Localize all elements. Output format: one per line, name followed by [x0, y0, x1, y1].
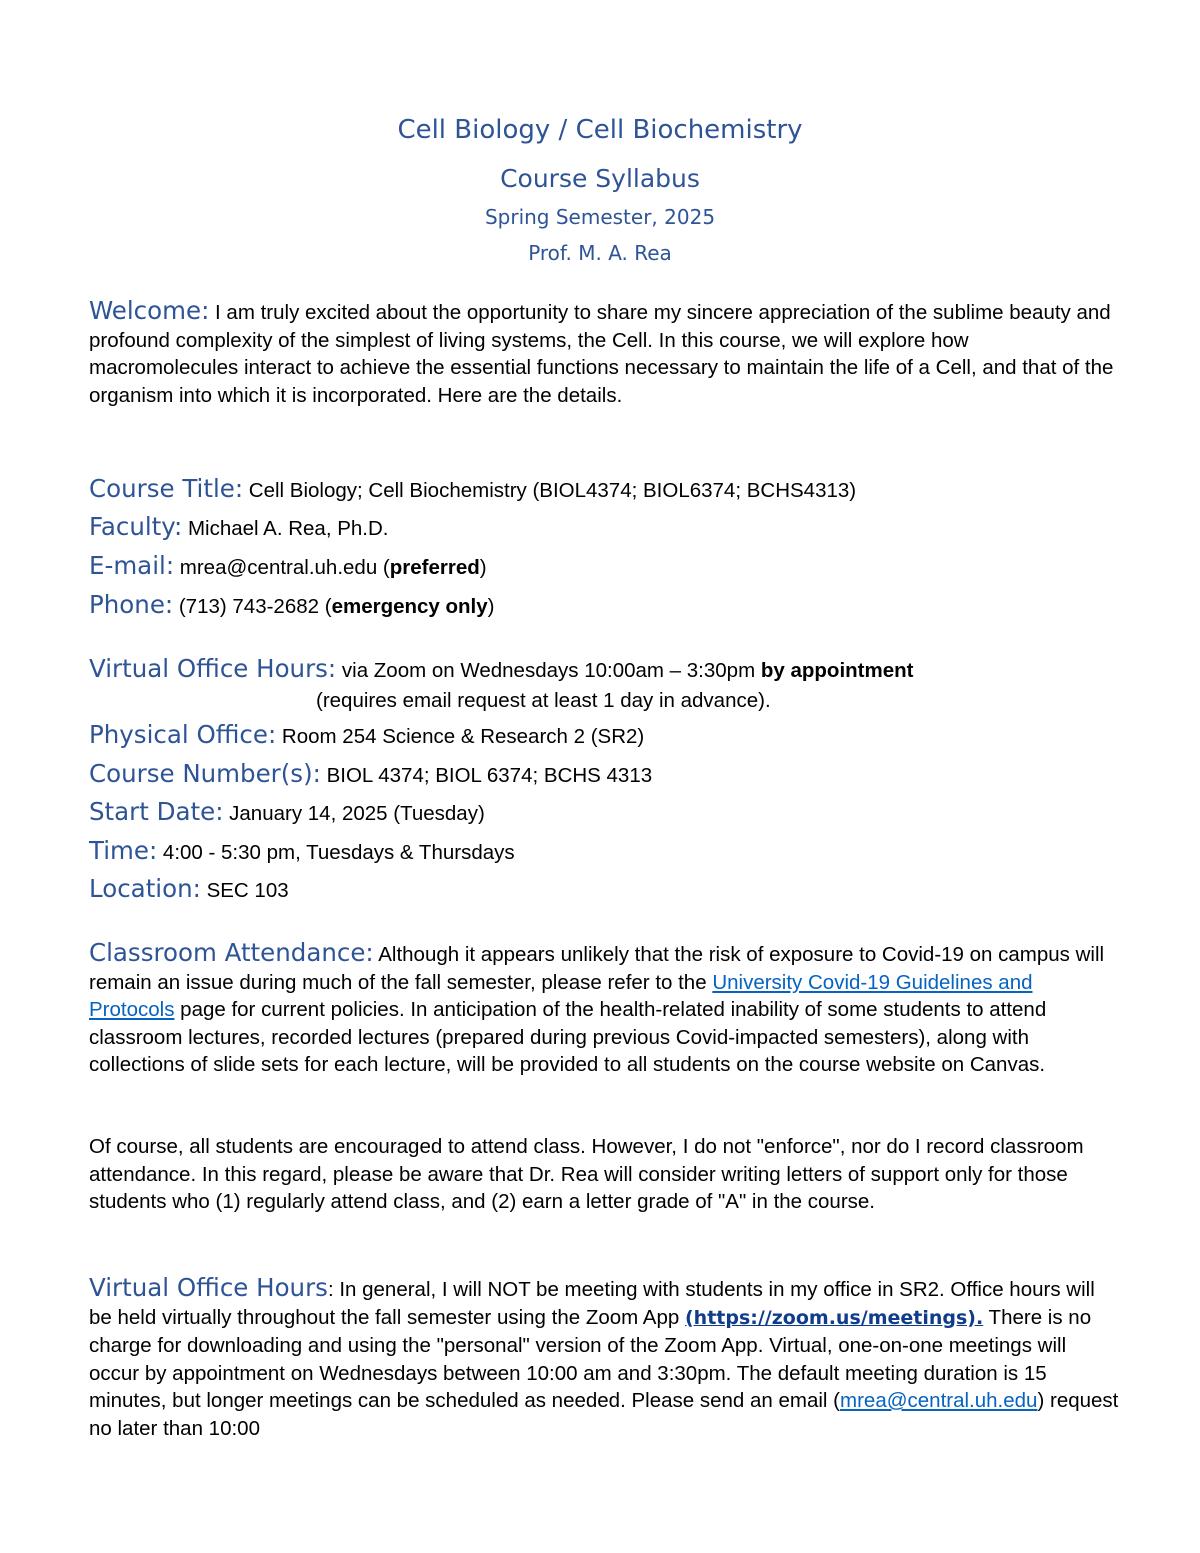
covid-guidelines-link[interactable]: University Covid-19 Guidelines and Protocols [89, 970, 1033, 1021]
virtual-office-row [89, 652, 913, 688]
phone-row [89, 588, 494, 624]
start-date-label: Start Date: [89, 797, 224, 826]
phone-note: emergency only [331, 595, 488, 618]
attendance-paragraph-2: Of course, all students are encouraged to attend class. However, I do not "enforce", nor do I record classroom attendance. In this regard, please be aware that Dr. Rea will consider writing letters of support only for those students who (1) regularly attend class, and (2) earn a letter grade of "A" in the course. [89, 1135, 1084, 1213]
attendance-paragraph [89, 939, 1119, 1079]
virtual-text-1: : In general, I will NOT be meeting with students in my office in SR2. Office hours will be held virtually throughout the fall semester using the Zoom App [89, 1278, 1095, 1329]
phone-value: (713) 743-2682 ( [173, 595, 332, 618]
faculty-label: Faculty: [89, 512, 183, 541]
course-number-value: BIOL 4374; BIOL 6374; BCHS 4313 [320, 764, 653, 787]
welcome-paragraph [89, 297, 1119, 409]
phone-close: ) [487, 595, 495, 618]
email-label: E-mail: [89, 551, 175, 580]
zoom-link[interactable]: (https://zoom.us/meetings). [684, 1306, 984, 1329]
professor-heading: Prof. M. A. Rea [528, 241, 672, 265]
welcome-section [89, 297, 1119, 409]
course-title-row [89, 472, 856, 508]
virtual-office-paragraph [89, 1274, 1119, 1442]
course-title-label: Course Title: [89, 474, 244, 503]
start-date-row [89, 795, 485, 831]
virtual-office-section [89, 1274, 1119, 1442]
semester-heading: Spring Semester, 2025 [484, 205, 716, 229]
welcome-label: Welcome: [89, 296, 210, 325]
welcome-text: I am truly excited about the opportunity to share my sincere appreciation of the sublime beauty and profound complexity of the simplest of living systems, the Cell. In this course, we will explore how macromolecules interact to achieve the essential functions necessary to maintain the life of a Cell, and that of the organism into which it is incorporated. Here are the details. [89, 301, 1114, 407]
faculty-value: Michael A. Rea, Ph.D. [182, 517, 389, 540]
course-number-row [89, 757, 652, 793]
attendance-label: Classroom Attendance: [89, 938, 374, 967]
time-value: 4:00 - 5:30 pm, Tuesdays & Thursdays [157, 841, 515, 864]
location-value: SEC 103 [200, 879, 289, 902]
course-title-heading: Cell Biology / Cell Biochemistry [397, 115, 803, 145]
course-title-value: Cell Biology; Cell Biochemistry (BIOL4374; BIOL6374; BCHS4313) [243, 479, 857, 502]
email-close: ) [479, 556, 487, 579]
attendance-text-1: Although it appears unlikely that the risk of exposure to Covid-19 on campus will remain an issue during much of the fall semester, please refer to the [89, 943, 1105, 994]
email-value: mrea@central.uh.edu ( [174, 556, 390, 579]
physical-office-label: Physical Office: [89, 720, 277, 749]
virtual-office-note: (requires email request at least 1 day in advance). [316, 689, 771, 712]
email-link[interactable]: mrea@central.uh.edu [840, 1389, 1038, 1412]
email-note: preferred [389, 556, 480, 579]
physical-office-row [89, 718, 644, 754]
attendance-text-2: page for current policies. In anticipation of the health-related inability of some students to attend classroom lectures, recorded lectures (prepared during previous Covid-impacted semesters), along with collections of slide sets for each lecture, will be provided to all students on the course website on Canvas. [89, 998, 1047, 1076]
faculty-row [89, 510, 388, 546]
location-label: Location: [89, 874, 201, 903]
virtual-text-3: ) request no later than 10:00 [89, 1389, 1119, 1440]
virtual-office-bold: by appointment [760, 659, 914, 682]
phone-label: Phone: [89, 590, 174, 619]
virtual-office-value: via Zoom on Wednesdays 10:00am – 3:30pm [336, 659, 761, 682]
physical-office-value: Room 254 Science & Research 2 (SR2) [276, 725, 645, 748]
start-date-value: January 14, 2025 (Tuesday) [223, 802, 485, 825]
email-row [89, 549, 487, 585]
course-number-label: Course Number(s): [89, 759, 321, 788]
attendance-section-2 [89, 1133, 1119, 1216]
virtual-section-label: Virtual Office Hours [89, 1273, 328, 1302]
location-row [89, 872, 289, 908]
virtual-text-2: There is no charge for downloading and using the "personal" version of the Zoom App. Virtual, one-on-one meetings will occur by appointment on Wednesdays between 10:00 am and 3:30pm. The default meeting duration is 15 minutes, but longer meetings can be scheduled as needed. Please send an email ( [89, 1305, 1092, 1412]
time-row [89, 834, 515, 870]
syllabus-heading: Course Syllabus [500, 164, 700, 193]
virtual-office-label: Virtual Office Hours: [89, 654, 337, 683]
time-label: Time: [89, 836, 158, 865]
attendance-section [89, 939, 1119, 1079]
